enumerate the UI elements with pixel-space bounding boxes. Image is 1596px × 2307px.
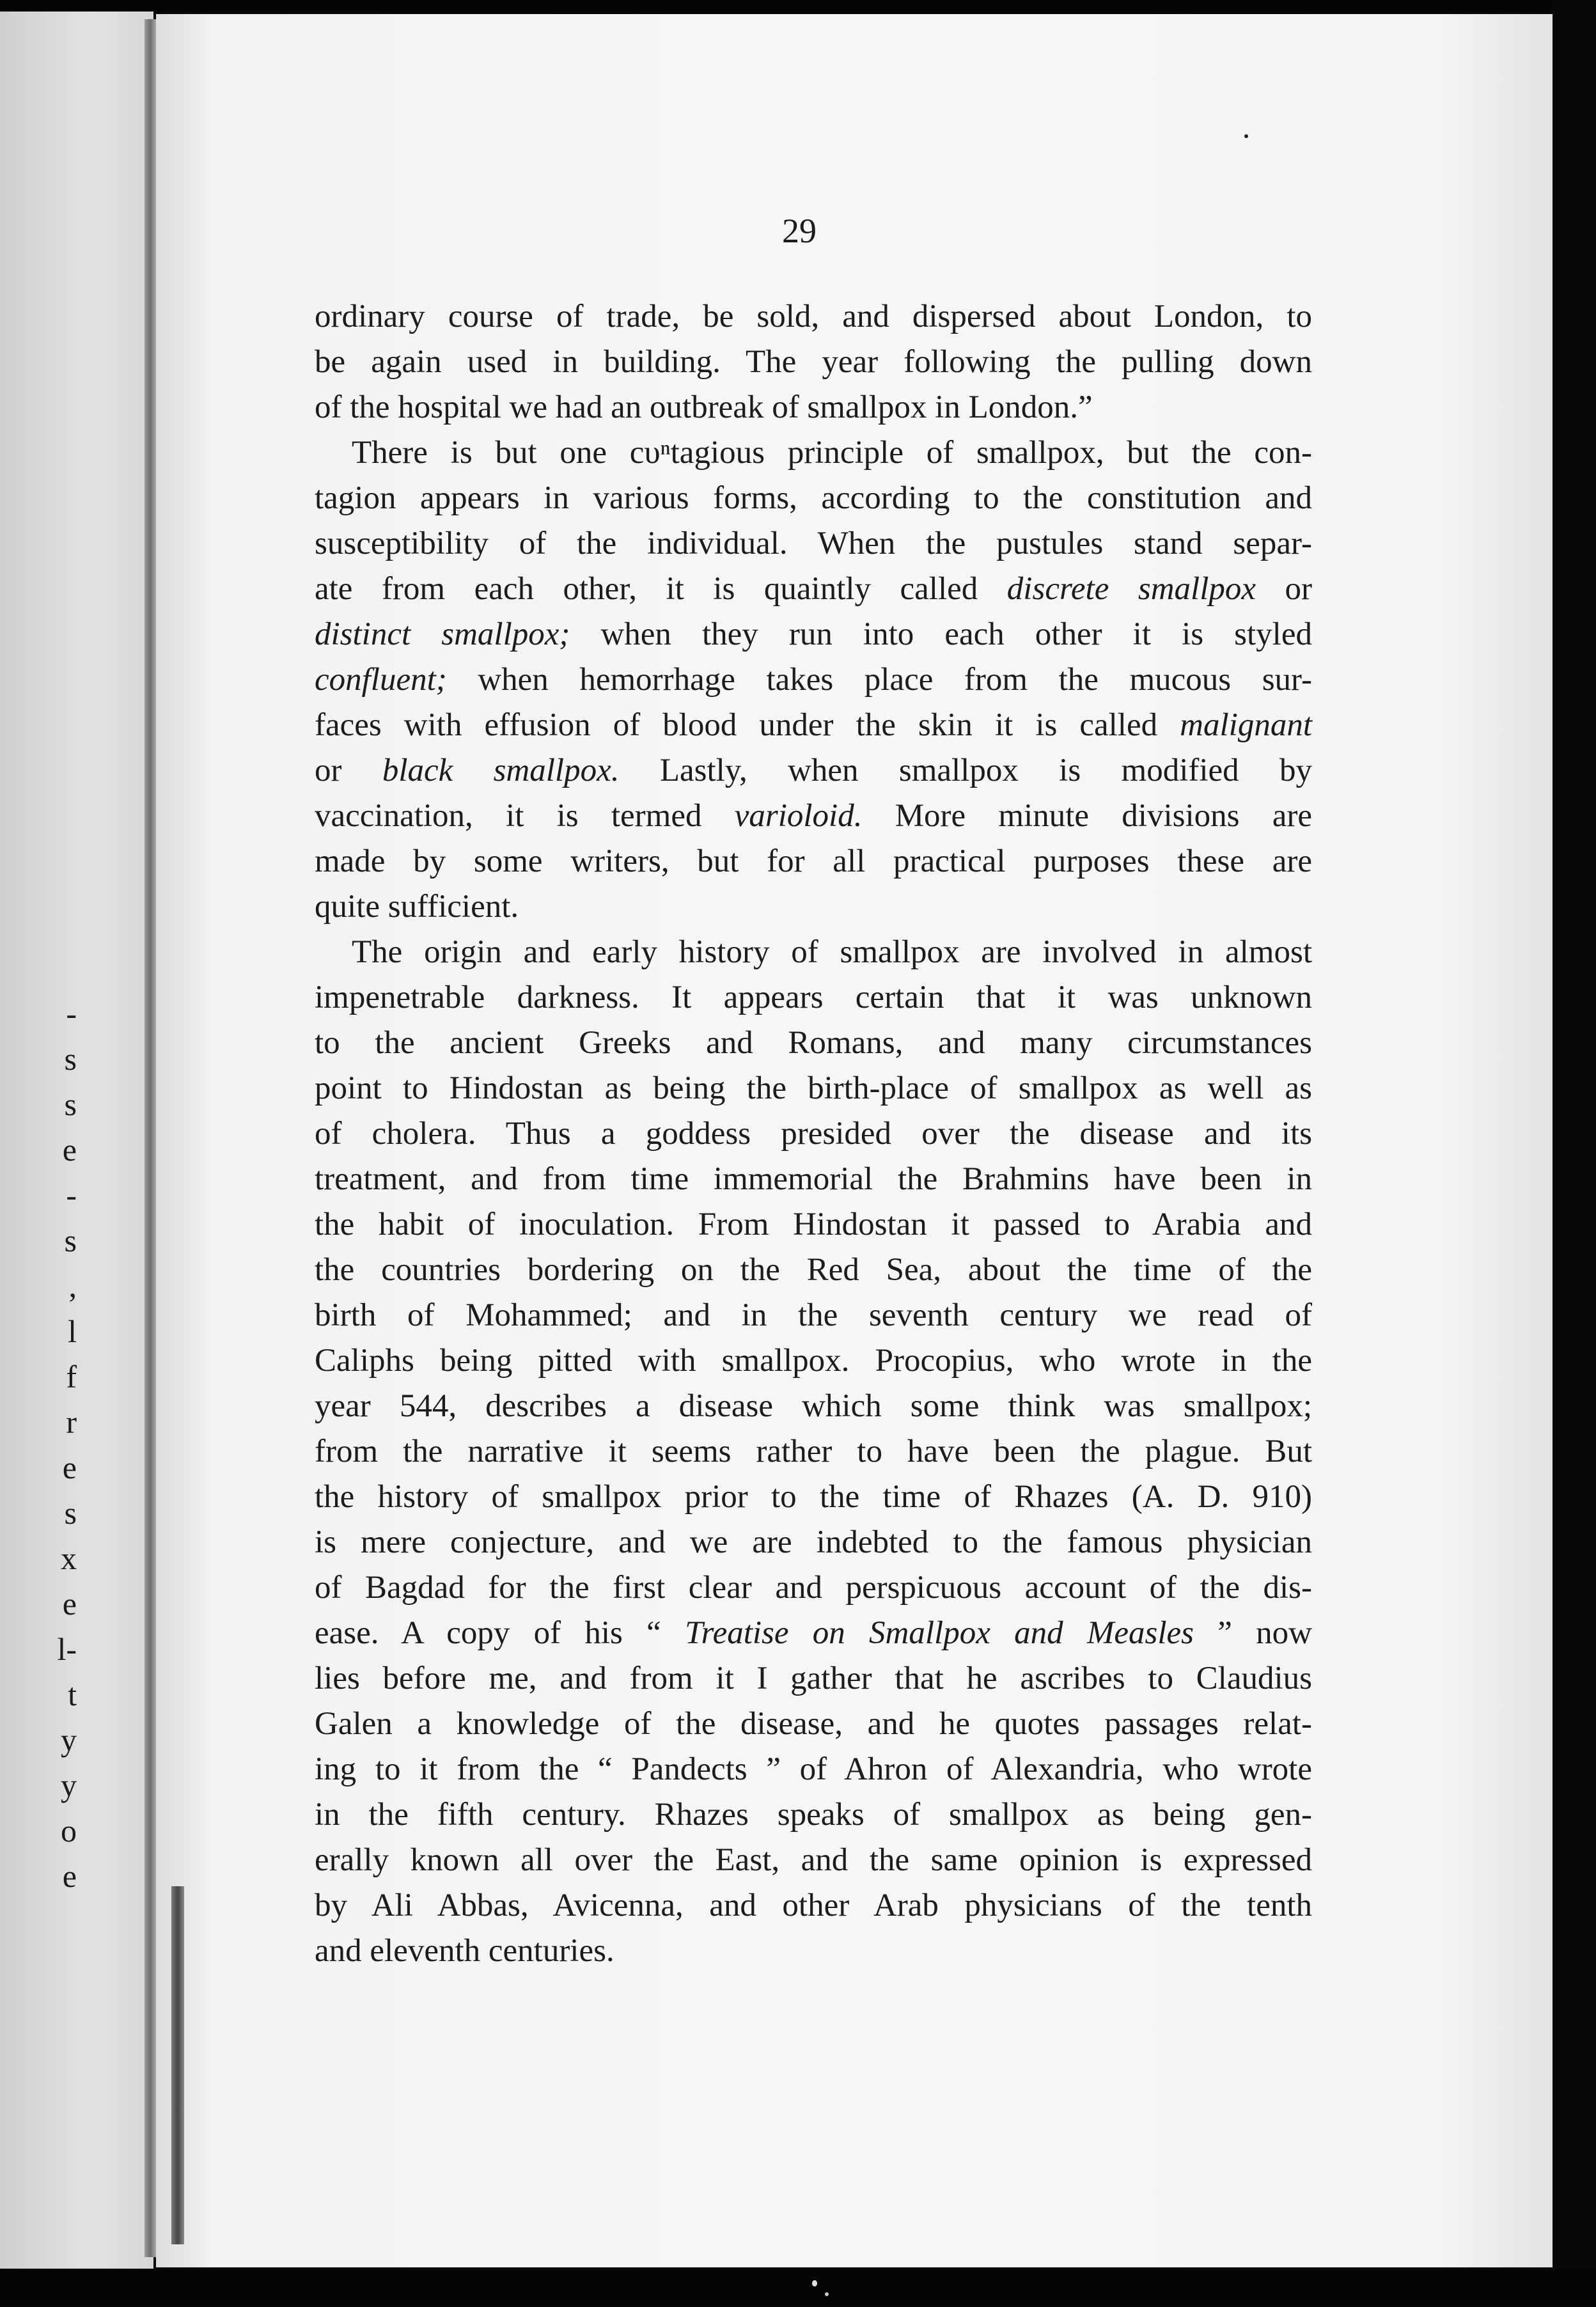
text-line: from the narrative it seems rather to have been the plague. But <box>315 1434 1312 1469</box>
scanner-edge-right <box>1553 0 1596 2307</box>
text-line: the habit of inoculation. From Hindostan it passed to Arabia and <box>315 1207 1312 1242</box>
text-line: be again used in building. The year following the pulling down <box>315 344 1312 380</box>
text-line: distinct smallpox; when they run into each other it is styled <box>315 616 1312 652</box>
text-line: tagion appears in various forms, according to the constitution and <box>315 480 1312 516</box>
italic-term: Treatise on Smallpox and Measles <box>685 1615 1194 1651</box>
facing-page-fragment: s <box>64 1086 77 1122</box>
facing-page-fragment: x <box>61 1540 77 1576</box>
facing-page-fragment: s <box>64 1495 77 1531</box>
text-line: impenetrable darkness. It appears certain that it was unknown <box>315 980 1312 1015</box>
text-line: and eleventh centuries. <box>315 1933 614 1969</box>
text-line: lies before me, and from it I gather that he ascribes to Claudius <box>315 1661 1312 1696</box>
italic-term: black smallpox. <box>382 753 620 788</box>
text-line: of the hospital we had an outbreak of smallpox in London.” <box>315 389 1093 425</box>
text-line: Galen a knowledge of the disease, and he quotes passages relat- <box>315 1706 1312 1742</box>
text-line: There is but one cυⁿtagious principle of smallpox, but the con- <box>352 435 1312 471</box>
facing-page-fragment: e <box>62 1450 77 1485</box>
text-line: The origin and early history of smallpox are involved in almost <box>352 934 1312 970</box>
text-line: made by some writers, but for all practical purposes these are <box>315 843 1312 879</box>
facing-page-text-fragments <box>0 991 77 1899</box>
text-line: ate from each other, it is quaintly called discrete smallpox or <box>315 571 1313 607</box>
facing-page-fragment: l <box>68 1313 77 1349</box>
text-line: ordinary course of trade, be sold, and dispersed about London, to <box>315 299 1312 334</box>
text-line: Caliphs being pitted with smallpox. Procopius, who wrote in the <box>315 1343 1312 1379</box>
facing-page-fragment: y <box>61 1722 77 1758</box>
body-text <box>315 294 1312 1974</box>
book-spine-shadow <box>171 1886 184 2244</box>
scan-speck <box>1244 134 1248 138</box>
facing-page-fragment: - <box>66 1177 77 1213</box>
text-line: erally known all over the East, and the same opinion is expressed <box>315 1842 1312 1878</box>
facing-page-fragment: e <box>62 1586 77 1622</box>
text-line: in the fifth century. Rhazes speaks of smallpox as being gen- <box>315 1797 1312 1833</box>
text-line: faces with effusion of blood under the skin it is called malignant <box>315 707 1312 743</box>
page-gutter <box>145 19 156 2257</box>
facing-page-fragment: f <box>66 1359 77 1395</box>
text-line: to the ancient Greeks and Romans, and many circumstances <box>315 1025 1312 1061</box>
text-line: year 544, describes a disease which some think was smallpox; <box>315 1388 1312 1424</box>
facing-page-fragment: y <box>61 1767 77 1803</box>
text-line: of cholera. Thus a goddess presided over the disease and its <box>315 1116 1312 1152</box>
italic-term: malignant <box>1180 707 1312 743</box>
facing-page-fragment: e <box>62 1858 77 1894</box>
italic-term: distinct smallpox; <box>315 616 570 652</box>
facing-page-fragment: e <box>62 1132 77 1168</box>
scan-speck <box>812 2280 817 2287</box>
scan-speck <box>825 2292 829 2296</box>
italic-term: confluent; <box>315 662 447 698</box>
page-number: 29 <box>782 212 817 250</box>
facing-page-fragment: - <box>66 996 77 1031</box>
text-line: the countries bordering on the Red Sea, about the time of the <box>315 1252 1312 1288</box>
italic-term: discrete smallpox <box>1006 571 1256 607</box>
facing-page-fragment: l- <box>57 1631 77 1667</box>
facing-page-fragment: o <box>61 1813 77 1849</box>
text-line: point to Hindostan as being the birth-place of smallpox as well as <box>315 1070 1312 1106</box>
scanner-edge-bottom <box>0 2269 1596 2307</box>
text-line: vaccination, it is termed varioloid. More minute divisions are <box>315 798 1312 834</box>
facing-page-fragment: s <box>64 1223 77 1258</box>
text-line: treatment, and from time immemorial the Brahmins have been in <box>315 1161 1312 1197</box>
text-line: the history of smallpox prior to the time of Rhazes (A. D. 910) <box>315 1479 1312 1515</box>
facing-page-fragment: s <box>64 1041 77 1077</box>
text-line: ease. A copy of his “ Treatise on Smallpox and Measles ” now <box>315 1615 1313 1651</box>
text-line: ing to it from the “ Pandects ” of Ahron of Alexandria, who wrote <box>315 1751 1312 1787</box>
facing-page-fragment: , <box>68 1268 77 1304</box>
facing-page-fragment: r <box>66 1404 77 1440</box>
text-line: or black smallpox. Lastly, when smallpox is modified by <box>315 753 1312 788</box>
italic-term: varioloid. <box>734 798 863 834</box>
text-line: by Ali Abbas, Avicenna, and other Arab physicians of the tenth <box>315 1888 1312 1923</box>
text-line: birth of Mohammed; and in the seventh century we read of <box>315 1297 1312 1333</box>
text-line: susceptibility of the individual. When the pustules stand separ- <box>315 526 1312 561</box>
text-line: of Bagdad for the first clear and perspicuous account of the dis- <box>315 1570 1312 1606</box>
text-line: confluent; when hemorrhage takes place from the mucous sur- <box>315 662 1312 698</box>
facing-page-fragment: t <box>68 1677 77 1712</box>
text-line: quite sufficient. <box>315 889 519 925</box>
text-line: is mere conjecture, and we are indebted to the famous physician <box>315 1524 1312 1560</box>
